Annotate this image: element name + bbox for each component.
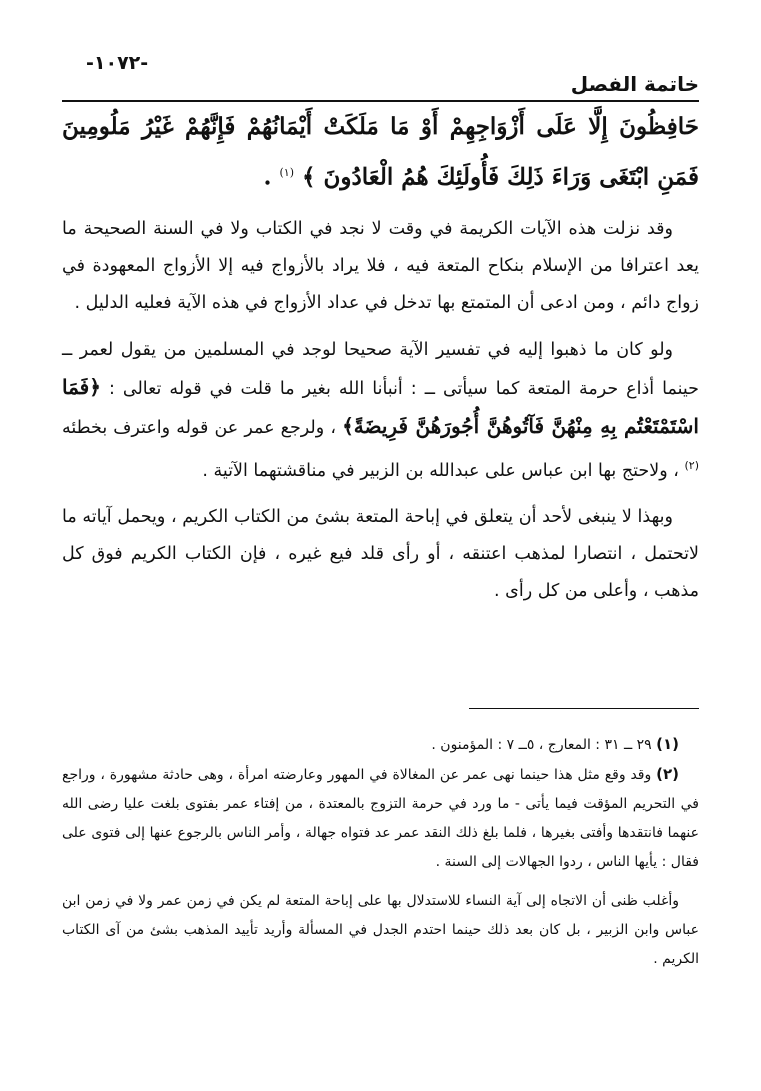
page-header (62, 44, 699, 102)
running-title: خاتمة الفصل (570, 72, 699, 96)
paragraph-2-middle: ، ولرجع عمر عن قوله واعترف بخطئه (62, 417, 336, 438)
verse-end: . (263, 163, 272, 191)
footnote-ref-2: (٢) (684, 458, 699, 472)
quran-quote: ﴿فَمَا اسْتَمْتَعْتُم بِهِ مِنْهُنَّ فَآتُوهُنَّ أُجُورَهُنَّ فَرِيضَةً﴾ (62, 374, 699, 438)
paragraph-1: وقد نزلت هذه الآيات الكريمة في وقت لا نجد في الكتاب ولا في السنة الصحيحة ما يعد اعترافا من الإسلام بنكاح المتعة فيه ، فلا يراد بالأزواج فيه إلا الأزواج المعهودة في زواج دائم ، ومن ادعى أن المتمتع بها تدخل في عداد الأزواج في هذه الآية فعليه الدليل . (62, 218, 699, 313)
footnote-2-continued: وأغلب ظنى أن الاتجاه إلى آية النساء للاستدلال بها على إباحة المتعة لم يكن في زمن عمر ولا في زمن ابن عباس وابن الزبير ، بل كان بعد ذلك حينما احتدم الجدل في المسألة وأريد تأييد المذهب بشئ من آى الكتاب الكريم . (62, 893, 699, 967)
main-text (62, 104, 699, 610)
footnotes (62, 730, 699, 974)
paragraph-2-after: ، ولاحتج بها ابن عباس على عبدالله بن الزبير في مناقشتهما الآتية . (202, 460, 679, 481)
footnote-2-number: (٢) (656, 765, 680, 783)
footnote-2-text: وقد وقع مثل هذا حينما نهى عمر عن المغالاة في المهور وعارضته امرأة ، وهى حادثة مشهورة ، وراجع في التحريم المؤقت فيما يأتى - ما ورد في حرمة التزوج بالمعتدة ، من إفتاء عمر بفتوى بلغت عليا رضى الله عنهما فانتقدها وأفتى بغيرها ، فلما بلغ ذلك النقد عمر عد فتواه جهالة ، وأمر الناس بالرجوع عنها إلى فتوى على فقال : يأيها الناس ، ردوا الجهالات إلى السنة . (62, 767, 699, 870)
page-number: -١٠٧٢- (86, 52, 149, 74)
paragraph-2 (62, 332, 699, 490)
footnote-1-number: (١) (656, 735, 679, 753)
footnote-2 (62, 760, 699, 877)
quran-verse (62, 104, 699, 201)
footnote-ref-1: (١) (279, 166, 294, 179)
footnote-1 (62, 730, 699, 760)
footnote-divider (469, 708, 699, 709)
paragraph-2-before: ولو كان ما ذهبوا إليه في تفسير الآية صحيحا لوجد في المسلمين من يقول لعمر ــ حينما أذاع حرمة المتعة كما سيأتى ــ : أنبأنا الله بغير ما قلت في قوله تعالى : (62, 339, 699, 399)
paragraph-3: وبهذا لا ينبغى لأحد أن يتعلق في إباحة المتعة بشئ من الكتاب الكريم ، ويحمل آياته ما لاتحتمل ، انتصارا لمذهب اعتنقه ، أو رأى قلد فيع غيره ، فإن الكتاب الكريم فوق كل مذهب ، وأعلى من كل رأى . (62, 507, 699, 602)
quran-verse-text: حَافِظُونَ إِلَّا عَلَى أَزْوَاجِهِمْ أَوْ مَا مَلَكَتْ أَيْمَانُهُمْ فَإِنَّهُمْ غَيْرُ مَلُومِينَ فَمَنِ ابْتَغَى وَرَاءَ ذَلِكَ فَأُولَئِكَ هُمُ الْعَادُونَ ﴾ (62, 113, 699, 191)
footnote-1-text: ٢٩ ــ ٣١ : المعارج ، ٥ــ ٧ : المؤمنون . (431, 737, 652, 753)
